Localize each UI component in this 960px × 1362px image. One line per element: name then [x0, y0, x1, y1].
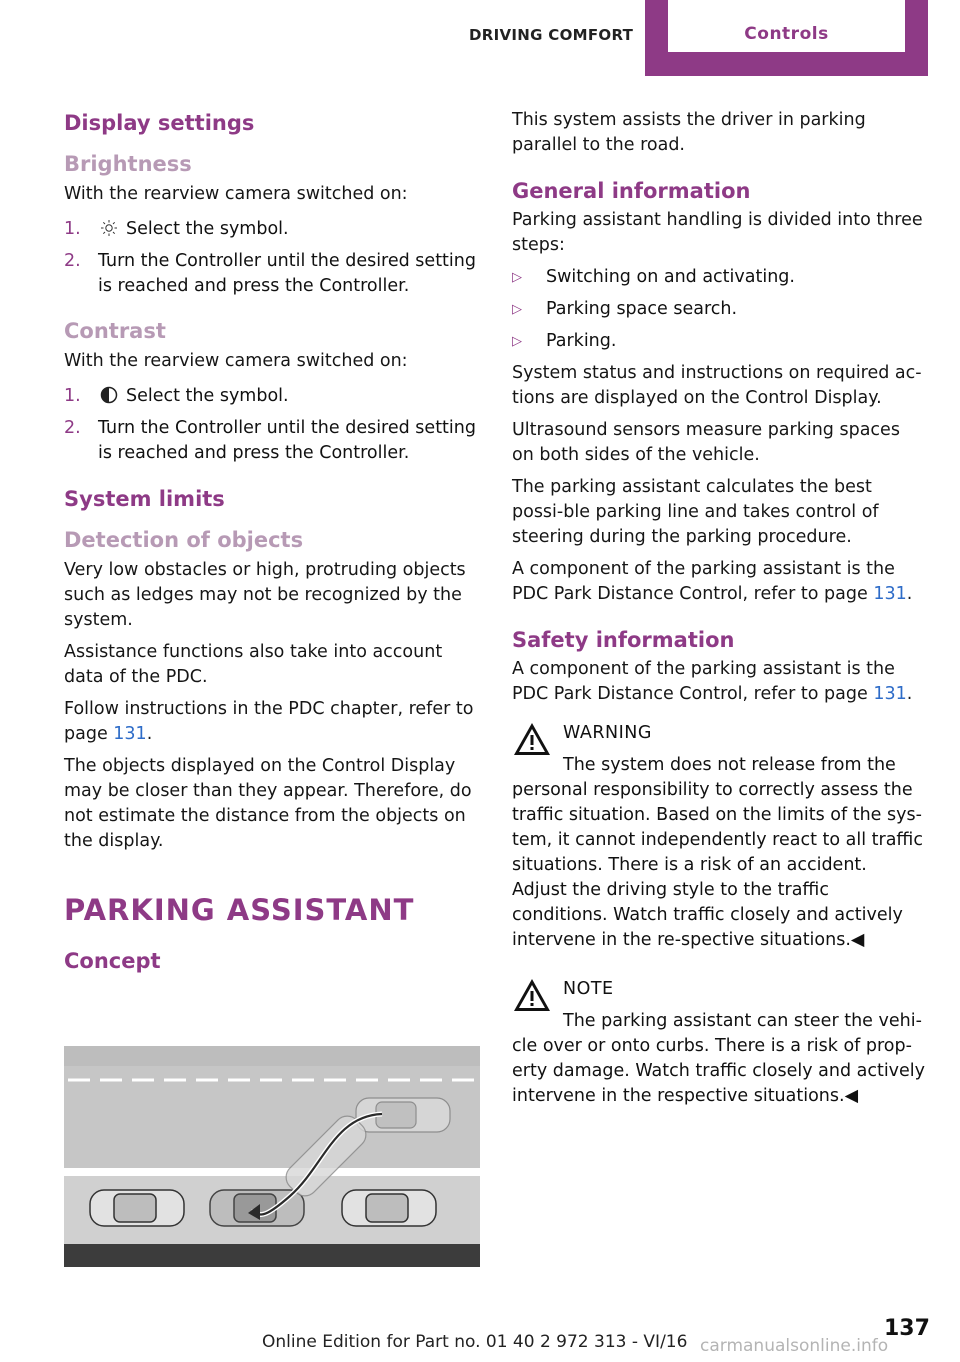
list-item — [64, 249, 482, 299]
step-text: Turn the Controller until the desired setting is reached and press the Controller. — [98, 418, 476, 463]
general-paragraph-1: Parking assistant handling is divided into three steps: — [512, 210, 923, 255]
step-text: Select the symbol. — [126, 219, 289, 239]
left-column — [64, 108, 482, 988]
general-paragraph-2: System status and instructions on required ac‐tions are displayed on the Control Display. — [512, 363, 922, 408]
step-text: Turn the Controller until the desired setting is reached and press the Controller. — [98, 251, 476, 296]
page-number: 137 — [884, 1316, 930, 1341]
warning-body: The system does not release from the personal responsibility to correctly assess the traffic situation. Based on the limits of the sys‐tem, it cannot independently react to all traffic situations. There is a risk of an accident. Adjust the driving style to the traffic conditions. Watch traffic closely and actively intervene in the re‐spective situations.◀ — [512, 755, 923, 950]
step-text: Select the symbol. — [126, 386, 289, 406]
page-reference-link[interactable]: 131 — [873, 684, 907, 704]
end-mark-icon: ◀ — [850, 930, 865, 950]
general-paragraph-5: A component of the parking assistant is the PDC Park Distance Control, refer to page 131. — [512, 559, 913, 604]
heading-brightness: Brightness — [64, 152, 192, 176]
safety-paragraph-1: A component of the parking assistant is the PDC Park Distance Control, refer to page 131. — [512, 659, 913, 704]
step-number: 1. — [64, 386, 81, 406]
detection-paragraph-4: The objects displayed on the Control Display may be closer than they appear. Therefore, do not estimate the distance from the objects on the display. — [64, 756, 472, 851]
heading-display-settings: Display settings — [64, 111, 255, 135]
step-number: 1. — [64, 219, 81, 239]
page-reference-link[interactable]: 131 — [873, 584, 907, 604]
brightness-intro: With the rearview camera switched on: — [64, 184, 408, 204]
contrast-intro: With the rearview camera switched on: — [64, 351, 408, 371]
parked-car-right — [342, 1190, 436, 1226]
list-item: ▷ Parking. — [512, 329, 926, 354]
detection-paragraph-3: Follow instructions in the PDC chapter, refer to page 131. — [64, 699, 474, 744]
triangle-bullet-icon: ▷ — [512, 302, 522, 317]
right-column — [512, 108, 926, 1115]
general-steps — [512, 265, 926, 354]
watermark: carmanualsonline.info — [700, 1336, 889, 1356]
heading-contrast: Contrast — [64, 319, 166, 343]
intro-paragraph: This system assists the driver in parking parallel to the road. — [512, 110, 866, 155]
heading-system-limits: System limits — [64, 487, 225, 511]
list-item: ▷ Parking space search. — [512, 297, 926, 322]
chapter-title: DRIVING COMFORT — [469, 26, 634, 44]
step-number: 2. — [64, 251, 81, 271]
brightness-steps — [64, 217, 482, 299]
general-paragraph-3: Ultrasound sensors measure parking spaces on both sides of the vehicle. — [512, 420, 900, 465]
note-body: The parking assistant can steer the vehi‐cle over or onto curbs. There is a risk of prop‐erty damage. Watch traffic closely and actively intervene in the respective situations.◀ — [512, 1011, 926, 1106]
edition-info: Online Edition for Part no. 01 40 2 972 313 - VI/16 — [262, 1332, 688, 1352]
list-item: ▷ Switching on and activating. — [512, 265, 926, 290]
end-mark-icon: ◀ — [844, 1086, 859, 1106]
contrast-steps — [64, 384, 482, 466]
warning-notice — [512, 721, 926, 953]
general-paragraph-4: The parking assistant calculates the best possi‐ble parking line and takes control of steering during the parking procedure. — [512, 477, 879, 547]
triangle-bullet-icon: ▷ — [512, 270, 522, 285]
warning-triangle-icon — [512, 721, 552, 757]
list-item — [64, 416, 482, 466]
heading-parking-assistant: PARKING ASSISTANT — [64, 893, 415, 927]
list-item — [64, 384, 482, 409]
note-notice — [512, 977, 926, 1109]
page-reference-link[interactable]: 131 — [113, 724, 147, 744]
warning-title: WARNING — [563, 723, 652, 743]
parking-illustration — [64, 1046, 480, 1267]
warning-triangle-icon — [512, 977, 552, 1013]
triangle-bullet-icon: ▷ — [512, 334, 522, 349]
heading-concept: Concept — [64, 949, 161, 973]
detection-paragraph-2: Assistance functions also take into account data of the PDC. — [64, 642, 443, 687]
parallel-parking-diagram — [64, 1046, 480, 1267]
brightness-sun-icon — [98, 219, 120, 237]
list-item — [64, 217, 482, 242]
note-title: NOTE — [563, 979, 614, 999]
heading-detection-of-objects: Detection of objects — [64, 528, 304, 552]
contrast-half-circle-icon — [98, 386, 120, 404]
detection-paragraph-1: Very low obstacles or high, protruding objects such as ledges may not be recognized by the system. — [64, 560, 466, 630]
page-header — [0, 0, 960, 76]
heading-general-information: General information — [512, 179, 751, 203]
section-tab-label: Controls — [744, 24, 829, 44]
parked-car-left — [90, 1190, 184, 1226]
step-number: 2. — [64, 418, 81, 438]
heading-safety-information: Safety information — [512, 628, 735, 652]
